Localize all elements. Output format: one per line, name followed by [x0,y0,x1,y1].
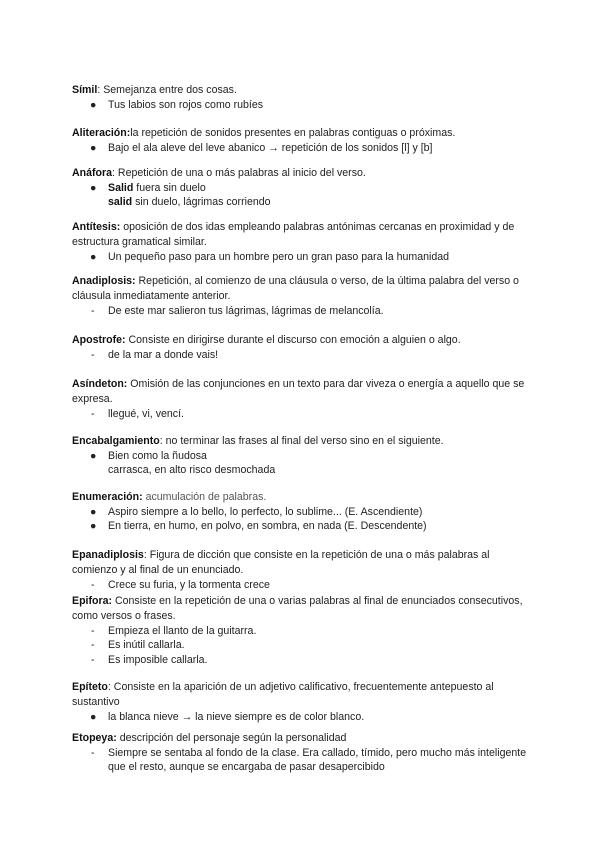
example-list [72,624,532,667]
list-item [72,746,532,775]
example-text: fuera sin duelo [133,182,206,194]
example-text: En tierra, en humo, en polvo, en sombra, en nada (E. Descendente) [108,520,427,533]
entry-heading [72,731,532,746]
definition: Semejanza entre dos cosas. [103,84,237,96]
entry-apostrofe [72,333,532,362]
example-list [72,449,532,478]
definition: oposición de dos idas empleando palabras antónimas cercanas en proximidad y de estructura gramatical similar. [72,221,515,248]
list-item [72,505,532,519]
separator: : [107,681,114,693]
list-item [72,250,532,264]
list-item [72,348,532,362]
dash-icon: - [91,579,95,591]
dash-icon: - [91,639,95,652]
entry-heading [72,377,532,407]
list-item [72,710,532,724]
definition: Repetición, al comienzo de una cláusula o verso, de la última palabra del verso o cláusula inmediatamente anterior. [72,275,519,302]
example-text: Bajo el ala aleve del leve abanico → repetición de los sonidos [l] y [b] [108,142,433,154]
list-item [72,98,532,112]
entry-heading [72,490,532,505]
dash-icon: - [91,653,95,666]
entry-epiteto [72,680,532,724]
entry-heading [72,434,532,449]
entry-anadiplosis [72,274,532,318]
separator: : [143,549,150,561]
bullet-icon: ● [90,251,97,263]
term: Símil [72,84,98,96]
term: Epíteto [72,681,108,693]
entry-aliteracion [72,126,532,155]
example-text: Empieza el llanto de la guitarra. [108,625,257,637]
term: Enumeración: [72,491,143,503]
example-text: Siempre se sentaba al fondo de la clase. Era callado, tímido, pero mucho más inteligente que el resto, aunque se encargaba de pasar desapercibido [108,747,527,774]
example-list [72,250,532,264]
example-text: Es imposible callarla. [108,653,208,666]
example-list [72,348,532,362]
entry-simil [72,83,532,112]
definition: la repetición de sonidos presentes en palabras contiguas o próximas. [130,127,456,139]
entry-enumeracion [72,490,532,534]
example-text: Es inútil callarla. [108,639,185,652]
dash-icon: - [91,747,95,759]
example-text: Crece su furia, y la tormenta crece [108,579,270,591]
example-list [72,407,532,421]
term: Etopeya: [72,732,117,744]
definition: Consiste en la repetición de una o varias palabras al final de enunciados consecutivos, como versos o frases. [72,595,523,622]
dash-icon: - [91,349,95,361]
list-item [72,519,532,533]
list-item [72,653,532,667]
emphasis: salid [108,196,133,209]
term: Apostrofe: [72,334,126,346]
list-item [72,304,532,318]
definition: Repetición de una o más palabras al inicio del verso. [117,167,366,179]
list-item [72,141,532,155]
emphasis: Salid [108,182,134,194]
example-list [72,98,532,112]
entry-heading [72,166,532,181]
definition: Figura de dicción que consiste en la repetición de una o más palabras al comienzo y al final de un enunciado. [72,549,490,576]
list-item [72,181,532,210]
example-list [72,505,532,534]
entry-encabalgamiento [72,434,532,478]
bullet-icon: ● [90,142,97,154]
definition: no terminar las frases al final del verso sino en el siguiente. [165,435,444,447]
entry-asindeton [72,377,532,421]
entry-heading [72,680,532,710]
separator: : [97,84,104,96]
separator: : [112,167,118,179]
definition: Omisión de las conjunciones en un texto para dar viveza o energía a aquello que se expresa. [72,378,525,405]
entry-anafora [72,166,532,210]
entry-heading [72,548,532,578]
entry-epifora [72,594,532,667]
bullet-icon: ● [90,506,97,518]
example-text: la blanca nieve → la nieve siempre es de color blanco. [108,711,365,723]
bullet-icon: ● [90,182,97,194]
example-text: de la mar a donde vais! [108,349,219,361]
entry-heading [72,126,532,141]
example-text: De este mar salieron tus lágrimas, lágrimas de melancolía. [108,305,384,317]
entry-heading [72,220,532,250]
bullet-icon: ● [90,450,97,462]
dash-icon: - [91,625,95,637]
dash-icon: - [91,305,95,317]
example-text: Aspiro siempre a lo bello, lo perfecto, lo sublime... (E. Ascendiente) [108,506,423,518]
list-item [72,407,532,421]
term: Aliteración: [72,127,131,139]
list-item [72,578,532,592]
example-text: llegué, vi, vencí. [108,408,184,420]
example-text: Un pequeño paso para un hombre pero un gran paso para la humanidad [108,251,450,263]
definition: descripción del personaje según la personalidad [119,732,347,744]
entry-epanadiplosis [72,548,532,592]
separator: : [159,435,166,447]
example-text: Tus labios son rojos como rubíes [108,99,264,111]
bullet-icon: ● [90,520,97,533]
example-text: sin duelo, lágrimas corriendo [132,196,271,209]
term: Anadiplosis: [72,275,136,287]
list-item [72,449,532,478]
term: Epifora: [72,595,113,607]
entry-etopeya [72,731,532,775]
continuation-line: carrasca, en alto risco desmochada [108,464,276,477]
definition: Consiste en la aparición de un adjetivo calificativo, frecuentemente antepuesto al sustantivo [72,681,494,708]
term: Encabalgamiento [72,435,160,447]
dash-icon: - [91,408,95,420]
example-text: Bien como la ñudosa [108,450,207,462]
term: Anáfora [72,167,113,179]
continuation-line [108,195,532,209]
term: Asíndeton: [72,378,128,390]
list-item [72,624,532,638]
entry-heading [72,333,532,348]
example-list [72,141,532,155]
example-list [72,746,532,775]
entry-heading [72,83,532,98]
entry-heading [72,274,532,304]
definition: Consiste en dirigirse durante el discurso con emoción a alguien o algo. [128,334,461,346]
term: Antítesis: [72,221,121,233]
example-list [72,304,532,318]
list-item [72,638,532,652]
entry-antitesis [72,220,532,264]
example-list [72,710,532,724]
bullet-icon: ● [90,711,97,723]
example-list [72,181,532,210]
bullet-icon: ● [90,99,97,111]
definition: acumulación de palabras. [145,491,267,503]
term: Epanadiplosis [72,549,144,561]
entry-heading [72,594,532,624]
example-list [72,578,532,592]
